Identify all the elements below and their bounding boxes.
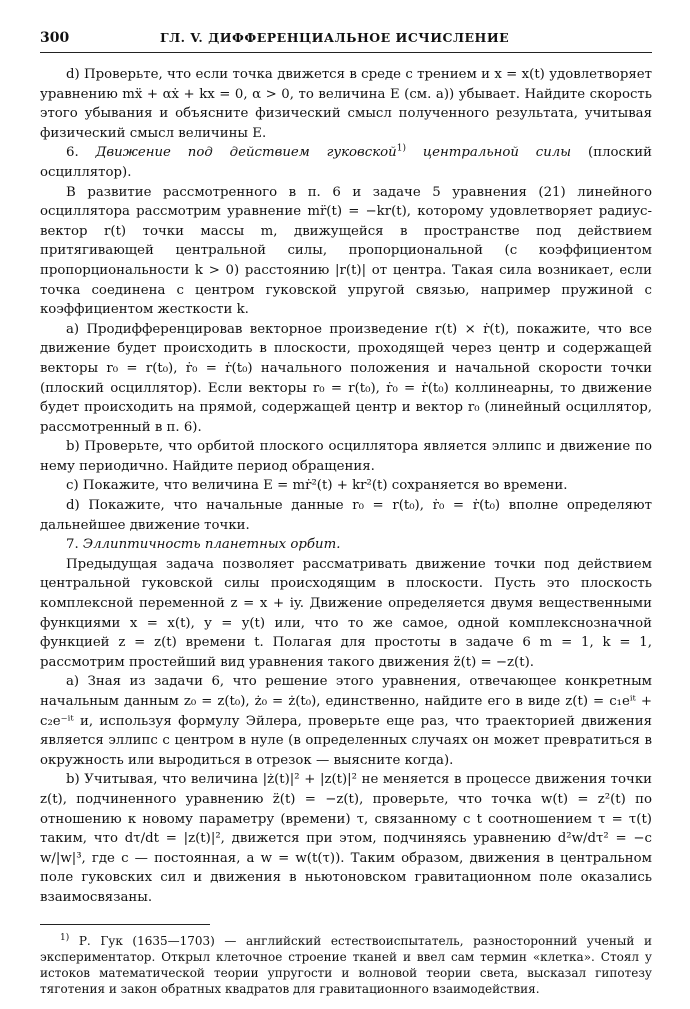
paragraph-d-initial-data: d) Покажите, что начальные данные r₀ = r(t₀), ṙ₀ = ṙ(t₀) вполне определяют дальнейшее движение точки. <box>40 498 652 533</box>
main-text <box>40 65 652 908</box>
section-6-suffix: (плоский осциллятор). <box>40 145 653 180</box>
paragraph-oscillator-intro: В развитие рассмотренного в п. 6 и задаче 5 уравнения (21) линейного осциллятора рассмотрим уравнение mr̈(t) = −kr(t), которому удовлетворяет радиус-вектор r(t) точки массы m, движущейся в пространстве под действием притягивающей центральной силы, пропорциональной (с коэффициентом пропорциональности k > 0) расстоянию |r(t)| от центра. Такая сила возникает, если точка соединена с центром гуковской упругой связью, например пружиной с коэффициентом жесткости k. <box>40 184 652 318</box>
paragraph-b-ellipse: b) Проверьте, что орбитой плоского осциллятора является эллипс и движение по нему периодично. Найдите период обращения. <box>40 439 652 474</box>
footnote <box>40 933 652 998</box>
paragraph-complex-plane: Предыдущая задача позволяет рассматривать движение точки под действием центральной гуковской силы происходящим в плоскости. Пусть это плоскость комплексной переменной z = x + iy. Движение определяется двумя вещественными функциями x = x(t), y = y(t) или, что то же самое, одной комплекснозначной функцией z = z(t) времени t. Полагая для простоты в задаче 6 m = 1, k = 1, рассмотрим простейший вид уравнения такого движения z̈(t) = −z(t). <box>40 556 652 670</box>
section-6-heading <box>40 143 652 182</box>
section-7-heading <box>40 535 652 555</box>
paragraph-a-euler: a) Зная из задачи 6, что решение этого уравнения, отвечающее конкретным начальным данным z₀ = z(t₀), ż₀ = ż(t₀), единственно, найдите его в виде z(t) = c₁eⁱᵗ + c₂e⁻ⁱᵗ и, используя формулу Эйлера, проверьте еще раз, что траекторией движения является эллипс с центром в нуле (в определенных случаях он может превратиться в окружность или выродиться в отрезок — выясните когда). <box>40 674 652 768</box>
section-7-title: Эллиптичность планетных орбит. <box>82 537 341 553</box>
section-6-title: Движение под действием гуковской <box>95 145 397 161</box>
page <box>40 30 652 1009</box>
footnote-text: Р. Гук (1635—1703) — английский естествоиспытатель, разносторонний ученый и экспериментатор. Открыл клеточное строение тканей и ввел сам термин «клетка». Стоял у истоков математической теории упругости и волновой теории света, высказал гипотезу тяготения и закон обратных квадратов для гравитационного взаимодействия. <box>40 933 652 997</box>
paragraph-d-friction: d) Проверьте, что если точка движется в среде с трением и x = x(t) удовлетворяет уравнению mẍ + αẋ + kx = 0, α > 0, то величина E (см. a)) убывает. Найдите скорость этого убывания и объясните физический смысл полученного результата, учитывая физический смысл величины E. <box>40 67 652 141</box>
paragraph-c-energy: c) Покажите, что величина E = mṙ²(t) + kr²(t) сохраняется во времени. <box>66 478 568 494</box>
footnote-divider <box>40 924 210 925</box>
section-6-title-rest: центральной силы <box>422 145 572 161</box>
chapter-title: ГЛ. V. ДИФФЕРЕНЦИАЛЬНОЕ ИСЧИСЛЕНИЕ <box>160 30 510 45</box>
paragraph-b-reparam: b) Учитывая, что величина |ż(t)|² + |z(t)|² не меняется в процессе движения точки z(t), подчиненного уравнению z̈(t) = −z(t), проверьте, что точка w(t) = z²(t) по отношению к новому параметру (времени) τ, связанному с t соотношением τ = τ(t) таким, что dτ/dt = |z(t)|², движется при этом, подчиняясь уравнению d²w/dτ² = −c w/|w|³, где c — постоянная, а w = w(t(τ)). Таким образом, движения в центральном поле гуковских сил и движения в ньютоновском гравитационном поле оказались взаимосвязаны. <box>40 772 652 905</box>
section-6-number: 6. <box>66 145 79 161</box>
footnote-marker: 1) <box>60 932 70 943</box>
section-7-number: 7. <box>66 537 79 553</box>
page-number: 300 <box>40 30 70 46</box>
page-header <box>40 30 652 53</box>
footnote-ref: 1) <box>396 143 406 154</box>
paragraph-a-vector-product: a) Продифференцировав векторное произведение r(t) × ṙ(t), покажите, что все движение будет происходить в плоскости, проходящей через центр и содержащей векторы r₀ = r(t₀), ṙ₀ = ṙ(t₀) начального положения и начальной скорости точки (плоский осциллятор). Если векторы r₀ = r(t₀), ṙ₀ = ṙ(t₀) коллинеарны, то движение будет происходить на прямой, содержащей центр и вектор r₀ (линейный осциллятор, рассмотренный в п. 6). <box>40 321 652 435</box>
